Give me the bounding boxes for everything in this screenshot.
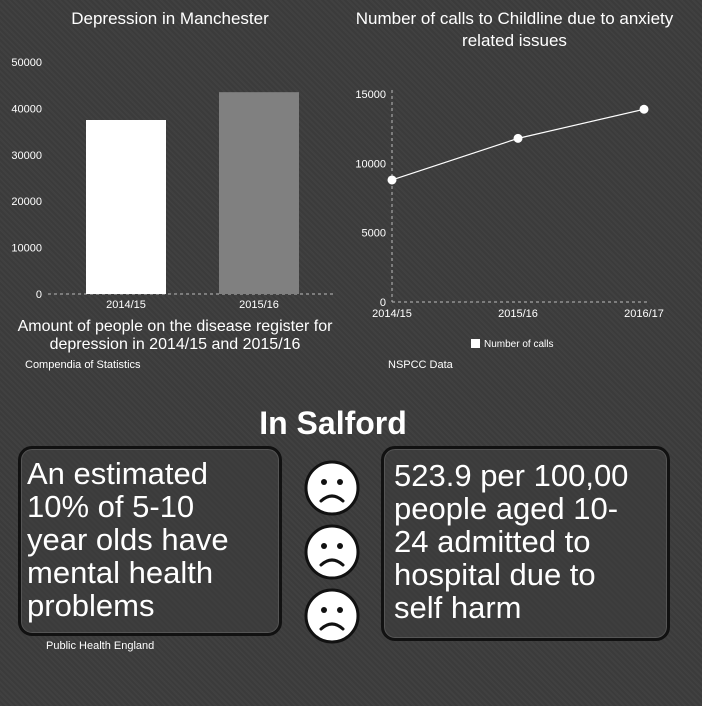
line-chart-source: NSPCC Data xyxy=(388,359,453,371)
x-tick-label: 2014/15 xyxy=(106,299,146,311)
bar xyxy=(86,120,166,294)
bar-chart-caption: Amount of people on the disease register for depression in 2014/15 and 2015/16 xyxy=(17,318,333,353)
sad-face-icon xyxy=(304,524,360,580)
data-point xyxy=(514,134,523,143)
x-tick-label: 2016/17 xyxy=(624,308,664,320)
stat-left-text: An estimated 10% of 5-10 year olds have mental health problems xyxy=(27,456,229,623)
x-tick-label: 2015/16 xyxy=(239,299,279,311)
line-chart-title: Number of calls to Childline due to anxiety related issues xyxy=(355,9,674,50)
y-tick-label: 0 xyxy=(35,289,42,301)
bar-chart-title: Depression in Manchester xyxy=(71,9,269,28)
bar xyxy=(219,92,299,294)
y-tick-label: 10000 xyxy=(11,242,42,255)
bar-chart xyxy=(0,50,340,315)
bar-chart-source: Compendia of Statistics xyxy=(25,359,141,371)
x-tick-label: 2015/16 xyxy=(498,308,538,320)
stat-box-left xyxy=(18,446,282,636)
y-tick-label: 40000 xyxy=(11,103,42,116)
y-tick-label: 50000 xyxy=(11,57,42,69)
legend-label: Number of calls xyxy=(484,339,554,350)
stat-left-source: Public Health England xyxy=(46,640,155,652)
data-point xyxy=(388,175,397,184)
sad-face-icon xyxy=(304,588,360,644)
series-line xyxy=(392,109,644,180)
y-tick-label: 30000 xyxy=(11,149,42,162)
x-tick-label: 2014/15 xyxy=(372,308,412,320)
stat-right-text: 523.9 per 100,00 people aged 10- 24 admitted to hospital due to self harm xyxy=(394,458,629,625)
y-tick-label: 20000 xyxy=(11,196,42,209)
y-tick-label: 0 xyxy=(379,297,386,309)
y-tick-label: 5000 xyxy=(361,227,386,240)
headline: In Salford xyxy=(259,405,407,441)
stat-box-right xyxy=(381,446,670,641)
data-point xyxy=(640,105,649,114)
y-tick-label: 15000 xyxy=(355,89,386,101)
y-tick-label: 10000 xyxy=(355,158,386,171)
sad-face-icon xyxy=(304,460,360,516)
line-chart xyxy=(340,80,702,355)
legend-swatch xyxy=(471,339,480,348)
